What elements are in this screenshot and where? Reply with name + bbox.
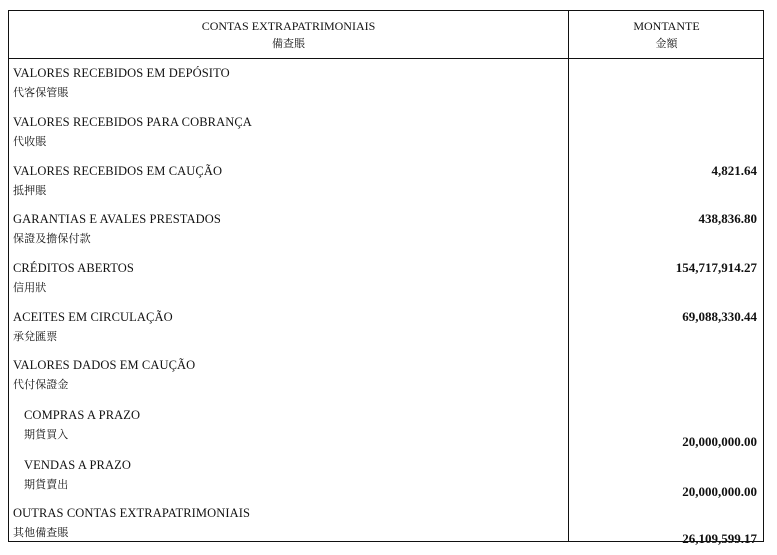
row-label-zh: 保證及擔保付款 [13, 232, 91, 245]
row-label-pt: CRÉDITOS ABERTOS [13, 261, 134, 275]
row-amount: 26,109,599.17 [682, 531, 757, 546]
table-header [9, 11, 763, 59]
row-label [13, 307, 173, 347]
row-label-pt: VALORES DADOS EM CAUÇÃO [13, 358, 196, 372]
row-label-pt: GARANTIAS E AVALES PRESTADOS [13, 212, 221, 226]
row-label-zh: 期貨買入 [24, 428, 69, 441]
row-amount: 20,000,000.00 [682, 484, 757, 499]
row-amount: 4,821.64 [711, 163, 757, 178]
header-accounts-pt: CONTAS EXTRAPATRIMONIAIS [201, 19, 376, 33]
header-amount-pt: MONTANTE [633, 19, 700, 33]
header-accounts-zh: 備查賬 [272, 37, 305, 50]
row-label-zh: 代客保管賬 [13, 86, 69, 99]
row-label-pt: VALORES RECEBIDOS PARA COBRANÇA [13, 115, 252, 129]
row-label-zh: 其他備查賬 [13, 526, 69, 539]
header-amount-zh: 金額 [655, 37, 678, 50]
header-amount [570, 17, 763, 53]
row-label-pt: VALORES RECEBIDOS EM CAUÇÃO [13, 164, 223, 178]
row-label [24, 405, 140, 445]
row-label-pt: VALORES RECEBIDOS EM DEPÓSITO [13, 66, 230, 80]
off-balance-sheet-table [8, 10, 764, 546]
row-label [13, 161, 222, 201]
row-label [13, 355, 195, 395]
row-label-pt: VENDAS A PRAZO [24, 458, 131, 472]
row-label-zh: 期貨賣出 [24, 478, 69, 491]
column-divider [568, 11, 569, 541]
row-amount: 438,836.80 [698, 211, 757, 226]
row-label [13, 112, 252, 152]
row-label-pt: OUTRAS CONTAS EXTRAPATRIMONIAIS [13, 506, 251, 520]
row-label [24, 455, 131, 495]
row-label-zh: 信用狀 [13, 281, 47, 294]
header-accounts [9, 17, 568, 53]
row-label [13, 63, 230, 103]
row-label-pt: COMPRAS A PRAZO [24, 408, 141, 422]
row-label [13, 209, 221, 249]
row-label-zh: 抵押賬 [13, 184, 47, 197]
row-label-zh: 代收賬 [13, 135, 47, 148]
row-label-zh: 承兌匯票 [13, 330, 58, 343]
row-label [13, 503, 250, 543]
row-amount: 20,000,000.00 [682, 434, 757, 449]
row-amount: 69,088,330.44 [682, 309, 757, 324]
row-label [13, 258, 134, 298]
row-amount: 154,717,914.27 [675, 260, 757, 275]
row-label-zh: 代付保證金 [13, 378, 69, 391]
row-label-pt: ACEITES EM CIRCULAÇÃO [13, 310, 173, 324]
